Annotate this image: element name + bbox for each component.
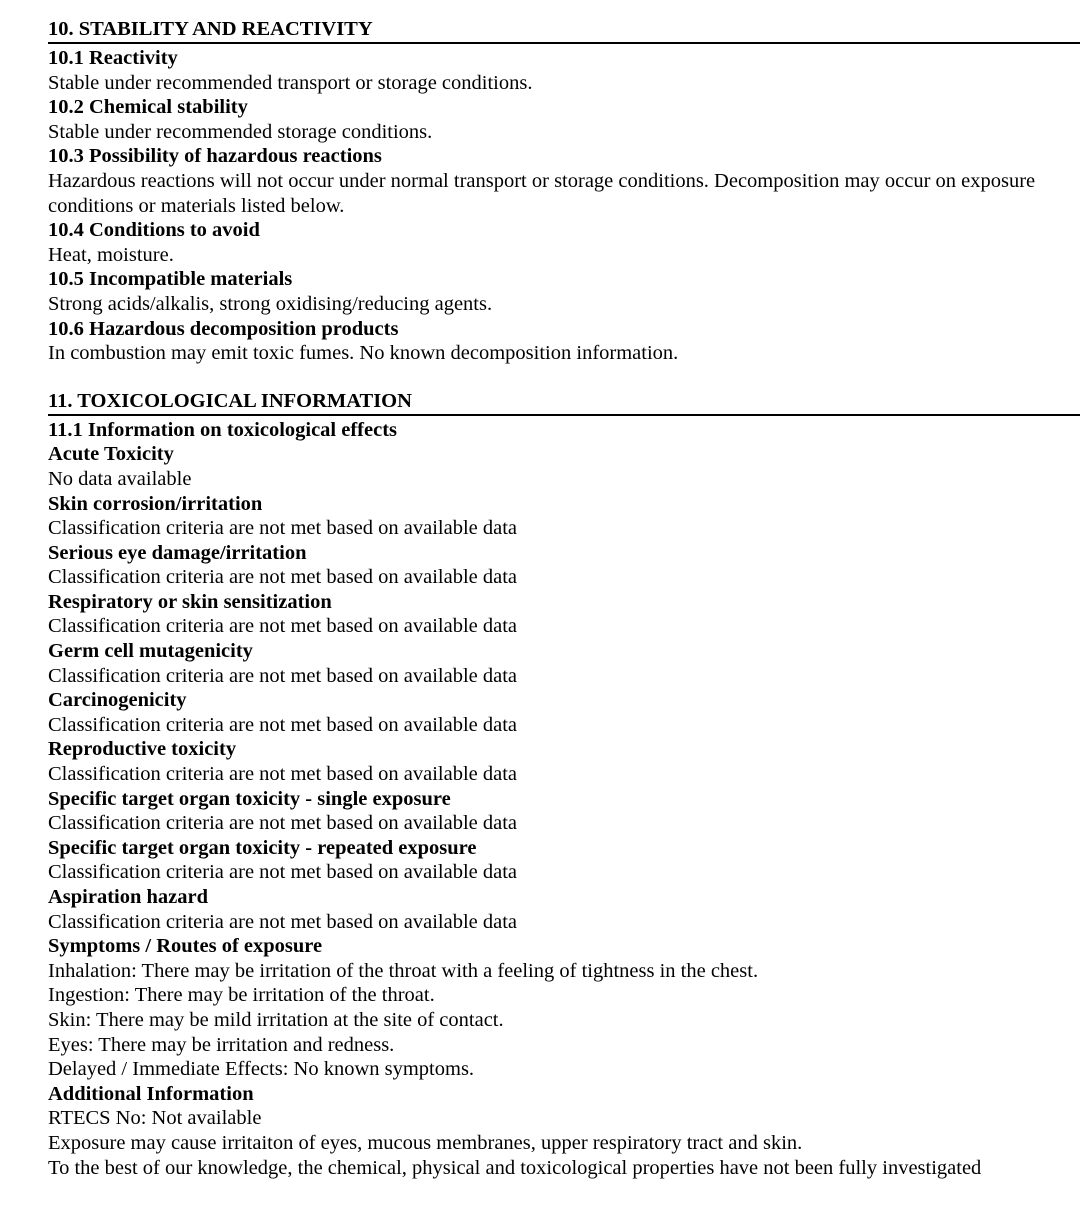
text-10-5: Strong acids/alkalis, strong oxidising/reducing agents. xyxy=(48,292,493,315)
text-reproductive-toxicity: Classification criteria are not met based on available data xyxy=(48,763,518,786)
text-sensitization: Classification criteria are not met based on available data xyxy=(48,615,518,638)
heading-10-6: 10.6 Hazardous decomposition products xyxy=(48,317,399,340)
heading-additional-information: Additional Information xyxy=(48,1082,254,1105)
heading-mutagenicity: Germ cell mutagenicity xyxy=(48,640,253,663)
heading-10-1: 10.1 Reactivity xyxy=(48,47,178,69)
heading-reproductive-toxicity: Reproductive toxicity xyxy=(48,738,237,761)
heading-acute-toxicity: Acute Toxicity xyxy=(48,443,174,466)
text-knowledge: To the best of our knowledge, the chemical, physical and toxicological properties have not been fully investigated xyxy=(48,1156,982,1179)
heading-10-5: 10.5 Incompatible materials xyxy=(48,268,293,291)
text-symptoms-ingestion: Ingestion: There may be irritation of the throat. xyxy=(48,984,435,1007)
sds-page xyxy=(48,17,1080,1180)
text-rtecs: RTECS No: Not available xyxy=(48,1107,262,1130)
text-stot-single: Classification criteria are not met based on available data xyxy=(48,812,518,835)
text-10-2: Stable under recommended storage conditions. xyxy=(48,120,433,143)
heading-10-3: 10.3 Possibility of hazardous reactions xyxy=(48,145,382,168)
section-10 xyxy=(48,17,1080,366)
text-mutagenicity: Classification criteria are not met based on available data xyxy=(48,664,518,687)
heading-10-4: 10.4 Conditions to avoid xyxy=(48,219,260,242)
subheading-11-1: 11.1 Information on toxicological effects xyxy=(48,418,398,441)
text-symptoms-inhalation: Inhalation: There may be irritation of the throat with a feeling of tightness in the chest. xyxy=(48,959,759,982)
text-stot-repeated: Classification criteria are not met based on available data xyxy=(48,861,518,884)
heading-aspiration-hazard: Aspiration hazard xyxy=(48,886,209,908)
text-symptoms-delayed: Delayed / Immediate Effects: No known symptoms. xyxy=(48,1058,475,1081)
heading-stot-repeated: Specific target organ toxicity - repeated exposure xyxy=(48,836,477,859)
section-11-title: 11. TOXICOLOGICAL INFORMATION xyxy=(48,389,1080,416)
text-exposure: Exposure may cause irritaiton of eyes, mucous membranes, upper respiratory tract and skin. xyxy=(48,1131,803,1154)
text-aspiration-hazard: Classification criteria are not met based on available data xyxy=(48,910,518,933)
text-10-3-line-2: conditions or materials listed below. xyxy=(48,194,345,217)
section-gap xyxy=(48,366,1080,389)
text-symptoms-skin: Skin: There may be mild irritation at the site of contact. xyxy=(48,1008,504,1031)
text-10-1: Stable under recommended transport or storage conditions. xyxy=(48,71,533,94)
text-skin-corrosion: Classification criteria are not met based on available data xyxy=(48,517,518,540)
text-eye-damage: Classification criteria are not met based on available data xyxy=(48,566,518,589)
heading-eye-damage: Serious eye damage/irritation xyxy=(48,541,307,564)
heading-carcinogenicity: Carcinogenicity xyxy=(48,689,187,712)
heading-10-2: 10.2 Chemical stability xyxy=(48,96,248,119)
heading-stot-single: Specific target organ toxicity - single exposure xyxy=(48,787,451,810)
section-10-title: 10. STABILITY AND REACTIVITY xyxy=(48,17,1080,44)
heading-skin-corrosion: Skin corrosion/irritation xyxy=(48,492,263,515)
heading-symptoms: Symptoms / Routes of exposure xyxy=(48,935,323,958)
text-carcinogenicity: Classification criteria are not met based on available data xyxy=(48,713,518,736)
text-acute-toxicity: No data available xyxy=(48,467,192,490)
text-symptoms-eyes: Eyes: There may be irritation and redness. xyxy=(48,1033,395,1056)
text-10-3-line-1: Hazardous reactions will not occur under normal transport or storage conditions. Decomposition may occur on exposure xyxy=(48,169,1036,192)
heading-sensitization: Respiratory or skin sensitization xyxy=(48,590,332,613)
section-11 xyxy=(48,389,1080,1180)
text-10-6: In combustion may emit toxic fumes. No known decomposition information. xyxy=(48,342,679,365)
text-10-4: Heat, moisture. xyxy=(48,243,174,266)
